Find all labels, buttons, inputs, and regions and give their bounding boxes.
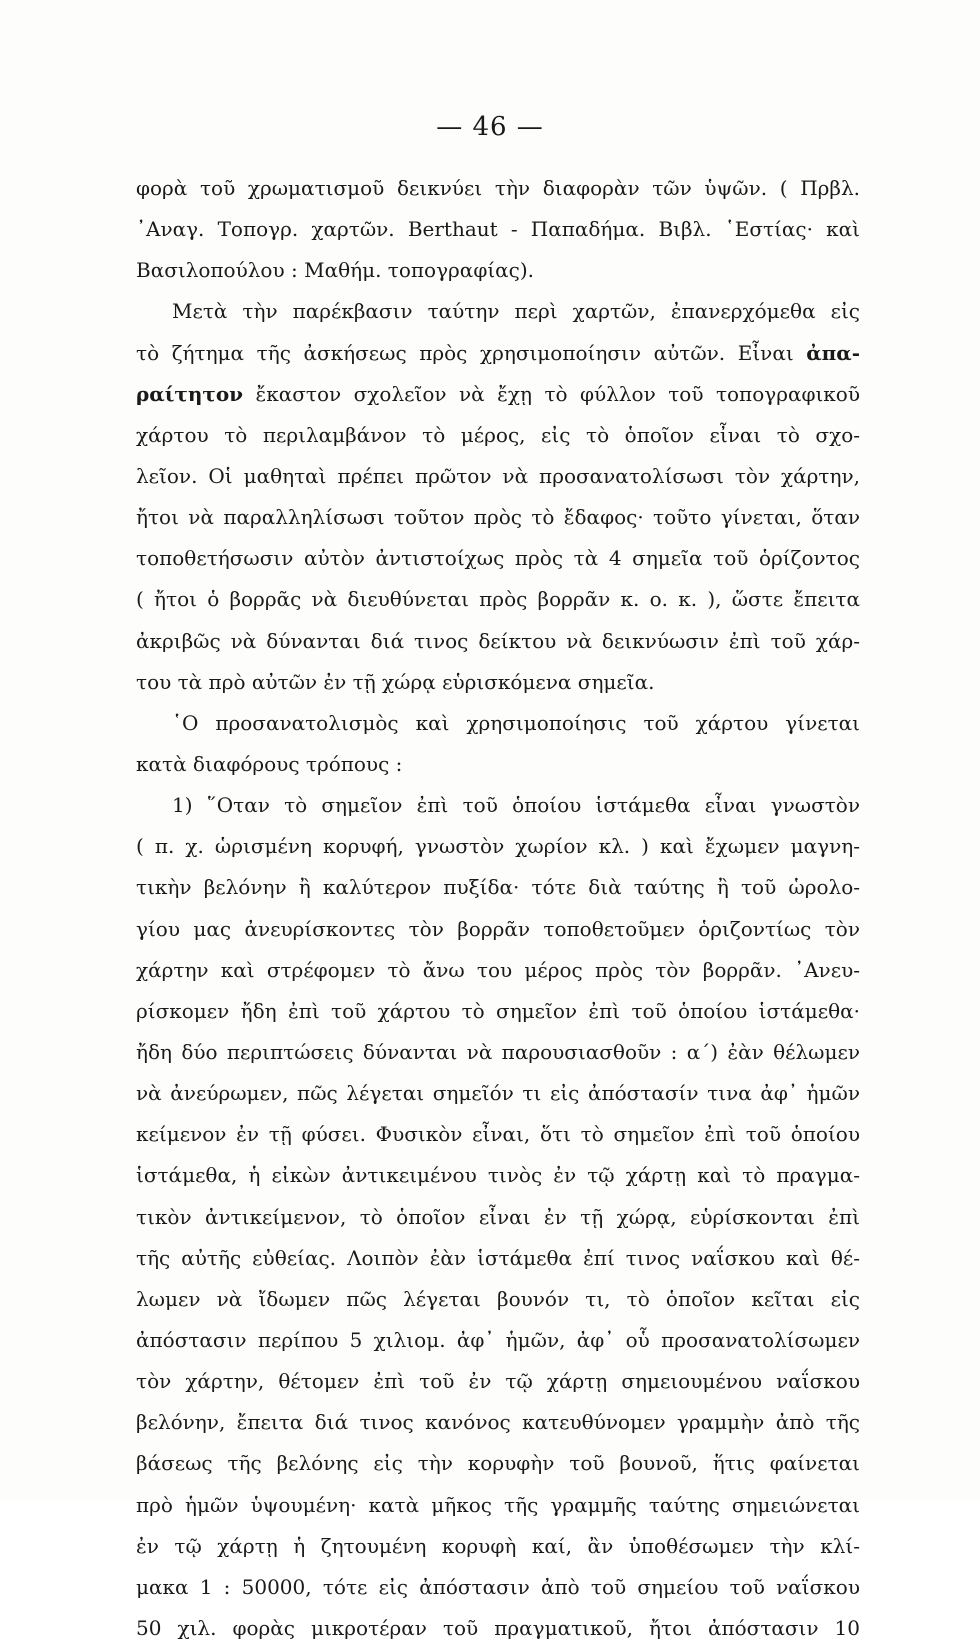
text-line: λωμεν νὰ ἴδωμεν πῶς λέγεται βουνόν τι, τὸ ὁποῖον κεῖται εἰς bbox=[136, 1286, 860, 1311]
text-line: ῾Ο προσανατολισμὸς καὶ χρησιμοποίησις τοῦ χάρτου γίνεται bbox=[172, 710, 860, 735]
text-line: 50 χιλ. φορὰς μικροτέραν τοῦ πραγματικοῦ, ἤτοι ἀπόστασιν 10 bbox=[136, 1615, 860, 1640]
emphasized-word: ἀπα- bbox=[806, 340, 861, 365]
text-line-with-emphasis bbox=[136, 333, 860, 374]
text-segment: τὸ ζήτημα τῆς ἀσκήσεως πρὸς χρησιμοποίησιν αὐτῶν. Εἶναι bbox=[136, 340, 794, 365]
text-line: κείμενον ἐν τῇ φύσει. Φυσικὸν εἶναι, ὅτι τὸ σημεῖον ἐπὶ τοῦ ὁποίου bbox=[136, 1122, 860, 1147]
text-line: τῆς αὐτῆς εὐθείας. Λοιπὸν ἐὰν ἱστάμεθα ἐπί τινος ναΐσκου καὶ θέ- bbox=[136, 1245, 860, 1270]
text-line: ἱστάμεθα, ἡ εἰκὼν ἀντικειμένου τινὸς ἐν τῷ χάρτῃ καὶ τὸ πραγμα- bbox=[136, 1163, 860, 1188]
text-line: νὰ ἀνεύρωμεν, πῶς λέγεται σημεῖόν τι εἰς ἀπόστασίν τινα ἀφ᾿ ἡμῶν bbox=[136, 1081, 860, 1106]
text-line: 1) ῞Οταν τὸ σημεῖον ἐπὶ τοῦ ὁποίου ἱστάμεθα εἶναι γνωστὸν bbox=[172, 793, 860, 818]
emphasized-word: ραίτητον bbox=[136, 381, 244, 406]
text-line: ἀπόστασιν περίπου 5 χιλιομ. ἀφ᾿ ἡμῶν, ἀφ᾿ οὗ προσανατολίσωμεν bbox=[136, 1327, 860, 1352]
body-text bbox=[136, 168, 860, 1649]
text-line: γίου μας ἀνευρίσκοντες τὸν βορρᾶν τοποθετοῦμεν ὁριζοντίως τὸν bbox=[136, 916, 860, 941]
text-line-with-emphasis bbox=[136, 374, 860, 415]
text-segment: ἔκαστον σχολεῖον νὰ ἔχῃ τὸ φύλλον τοῦ τοπογραφικοῦ bbox=[255, 381, 861, 406]
text-line: κατὰ διαφόρους τρόπους : bbox=[136, 751, 403, 776]
text-line: ἀκριβῶς νὰ δύνανται διά τινος δείκτου νὰ δεικνύωσιν ἐπὶ τοῦ χάρ- bbox=[136, 628, 860, 653]
text-line: φορὰ τοῦ χρωματισμοῦ δεικνύει τὴν διαφορὰν τῶν ὑψῶν. ( Πρβλ. bbox=[136, 176, 860, 200]
text-line: ᾿Αναγ. Τοπογρ. χαρτῶν. Berthaut - Παπαδήμα. Βιβλ. ῾Εστίας· καὶ bbox=[136, 217, 860, 242]
text-line: πρὸ ἡμῶν ὑψουμένη· κατὰ μῆκος τῆς γραμμῆς ταύτης σημειώνεται bbox=[136, 1492, 860, 1517]
text-line: Μετὰ τὴν παρέκβασιν ταύτην περὶ χαρτῶν, ἐπανερχόμεθα εἰς bbox=[172, 299, 860, 324]
page-number: — 46 — bbox=[436, 112, 544, 142]
text-line: χάρτου τὸ περιλαμβάνον τὸ μέρος, εἰς τὸ ὁποῖον εἶναι τὸ σχο- bbox=[136, 422, 860, 447]
text-line: μακα 1 : 50000, τότε εἰς ἀπόστασιν ἀπὸ τοῦ σημείου τοῦ ναΐσκου bbox=[136, 1574, 860, 1599]
text-line: τὸν χάρτην, θέτομεν ἐπὶ τοῦ ἐν τῷ χάρτῃ σημειουμένου ναΐσκου bbox=[136, 1369, 860, 1394]
text-line: τικὴν βελόνην ἢ καλύτερον πυξίδα· τότε διὰ ταύτης ἢ τοῦ ὡρολο- bbox=[136, 875, 860, 900]
text-line: ἤδη δύο περιπτώσεις δύνανται νὰ παρουσιασθοῦν : α΄) ἐὰν θέλωμεν bbox=[136, 1039, 860, 1064]
text-line: τοποθετήσωσιν αὐτὸν ἀντιστοίχως πρὸς τὰ 4 σημεῖα τοῦ ὁρίζοντος bbox=[136, 546, 860, 571]
text-line: ( ἤτοι ὁ βορρᾶς νὰ διευθύνεται πρὸς βορρᾶν κ. ο. κ. ), ὥστε ἔπειτα bbox=[136, 587, 860, 612]
text-line: χάρτην καὶ στρέφομεν τὸ ἄνω του μέρος πρὸς τὸν βορρᾶν. ᾿Ανευ- bbox=[136, 957, 860, 982]
text-line: ἤτοι νὰ παραλληλίσωσι τοῦτον πρὸς τὸ ἔδαφος· τοῦτο γίνεται, ὅταν bbox=[136, 505, 860, 530]
text-line: τικὸν ἀντικείμενον, τὸ ὁποῖον εἶναι ἐν τῇ χώρᾳ, εὑρίσκονται ἐπὶ bbox=[136, 1204, 860, 1229]
text-line: του τὰ πρὸ αὐτῶν ἐν τῇ χώρᾳ εὑρισκόμενα σημεῖα. bbox=[136, 669, 655, 694]
text-line: ρίσκομεν ἤδη ἐπὶ τοῦ χάρτου τὸ σημεῖον ἐπὶ τοῦ ὁποίου ἱστάμεθα· bbox=[136, 998, 860, 1023]
text-line: Βασιλοπούλου : Μαθήμ. τοπογραφίας). bbox=[136, 258, 535, 283]
text-line: ἐν τῷ χάρτῃ ἡ ζητουμένη κορυφὴ καί, ἂν ὑποθέσωμεν τὴν κλί- bbox=[136, 1533, 860, 1558]
text-line: λεῖον. Οἱ μαθηταὶ πρέπει πρῶτον νὰ προσανατολίσωσι τὸν χάρτην, bbox=[136, 463, 860, 488]
text-line: βάσεως τῆς βελόνης εἰς τὴν κορυφὴν τοῦ βουνοῦ, ἥτις φαίνεται bbox=[136, 1451, 860, 1476]
text-line: ( π. χ. ὡρισμένη κορυφή, γνωστὸν χωρίον κλ. ) καὶ ἔχωμεν μαγνη- bbox=[136, 834, 860, 859]
text-line: βελόνην, ἔπειτα διά τινος κανόνος κατευθύνομεν γραμμὴν ἀπὸ τῆς bbox=[136, 1410, 860, 1435]
